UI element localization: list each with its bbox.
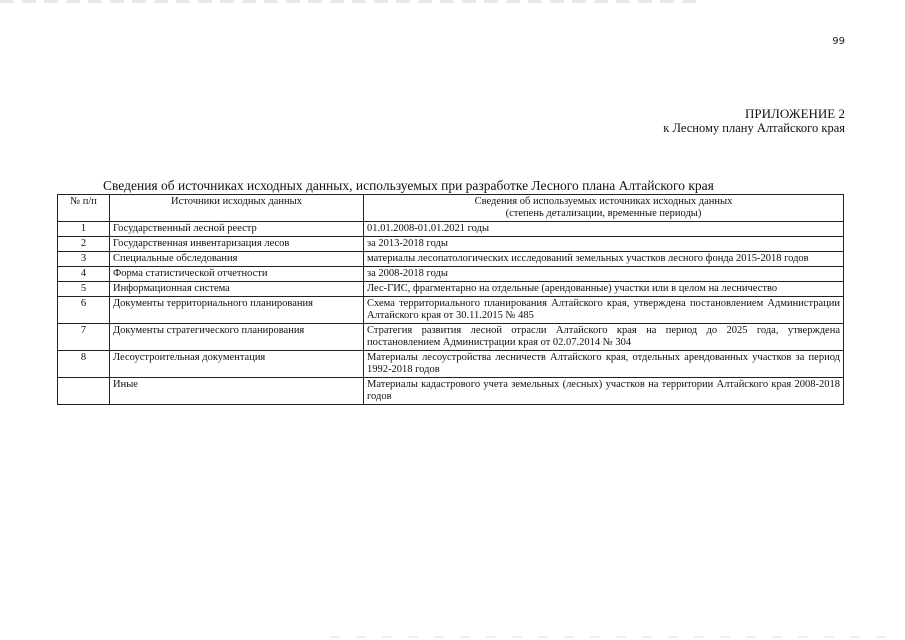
header-info-line2: (степень детализации, временные периоды) — [505, 208, 702, 219]
row-source: Специальные обследования — [110, 252, 364, 267]
header-source: Источники исходных данных — [110, 195, 364, 222]
row-source: Информационная система — [110, 282, 364, 297]
row-source: Лесоустроительная документация — [110, 351, 364, 378]
table-row — [58, 252, 844, 267]
row-num: 1 — [58, 222, 110, 237]
header-info-line1: Сведения об используемых источниках исходных данных — [474, 196, 733, 207]
table-row — [58, 378, 844, 405]
row-source: Государственный лесной реестр — [110, 222, 364, 237]
appendix-header — [663, 107, 845, 135]
scan-artifact-bottom — [330, 636, 900, 638]
row-info: Стратегия развития лесной отрасли Алтайского края на период до 2025 года, утверждена постановлением Администрации края от 02.07.2014 № 304 — [364, 324, 844, 351]
table-row — [58, 324, 844, 351]
row-info: Материалы кадастрового учета земельных (лесных) участков на территории Алтайского края 2008-2018 годов — [364, 378, 844, 405]
row-info: за 2008-2018 годы — [364, 267, 844, 282]
row-source: Документы стратегического планирования — [110, 324, 364, 351]
row-num: 8 — [58, 351, 110, 378]
table-row — [58, 237, 844, 252]
row-source: Форма статистической отчетности — [110, 267, 364, 282]
appendix-subtitle: к Лесному плану Алтайского края — [663, 121, 845, 135]
row-num: 6 — [58, 297, 110, 324]
table-row — [58, 222, 844, 237]
row-source: Государственная инвентаризация лесов — [110, 237, 364, 252]
appendix-title: ПРИЛОЖЕНИЕ 2 — [745, 106, 845, 121]
table-title: Сведения об источниках исходных данных, используемых при разработке Лесного плана Алтайского края — [103, 178, 714, 193]
row-num — [58, 378, 110, 405]
table-row — [58, 267, 844, 282]
row-num: 2 — [58, 237, 110, 252]
scan-artifact-top — [0, 0, 700, 3]
row-num: 3 — [58, 252, 110, 267]
row-info: Схема территориального планирования Алтайского края, утверждена постановлением Администрации Алтайского края от 30.11.2015 № 485 — [364, 297, 844, 324]
row-num: 7 — [58, 324, 110, 351]
row-info: материалы лесопатологических исследований земельных участков лесного фонда 2015-2018 годов — [364, 252, 844, 267]
page-number: 99 — [832, 36, 845, 47]
row-source: Документы территориального планирования — [110, 297, 364, 324]
header-info — [364, 195, 844, 222]
sources-table — [57, 194, 844, 405]
table-header-row — [58, 195, 844, 222]
row-info: Лес-ГИС, фрагментарно на отдельные (арендованные) участки или в целом на лесничество — [364, 282, 844, 297]
table-row — [58, 297, 844, 324]
table-row — [58, 282, 844, 297]
row-num: 5 — [58, 282, 110, 297]
row-info: за 2013-2018 годы — [364, 237, 844, 252]
row-num: 4 — [58, 267, 110, 282]
row-source: Иные — [110, 378, 364, 405]
header-num: № п/п — [58, 195, 110, 222]
table-row — [58, 351, 844, 378]
row-info: 01.01.2008-01.01.2021 годы — [364, 222, 844, 237]
row-info: Материалы лесоустройства лесничеств Алтайского края, отдельных арендованных участков за период 1992-2018 годов — [364, 351, 844, 378]
